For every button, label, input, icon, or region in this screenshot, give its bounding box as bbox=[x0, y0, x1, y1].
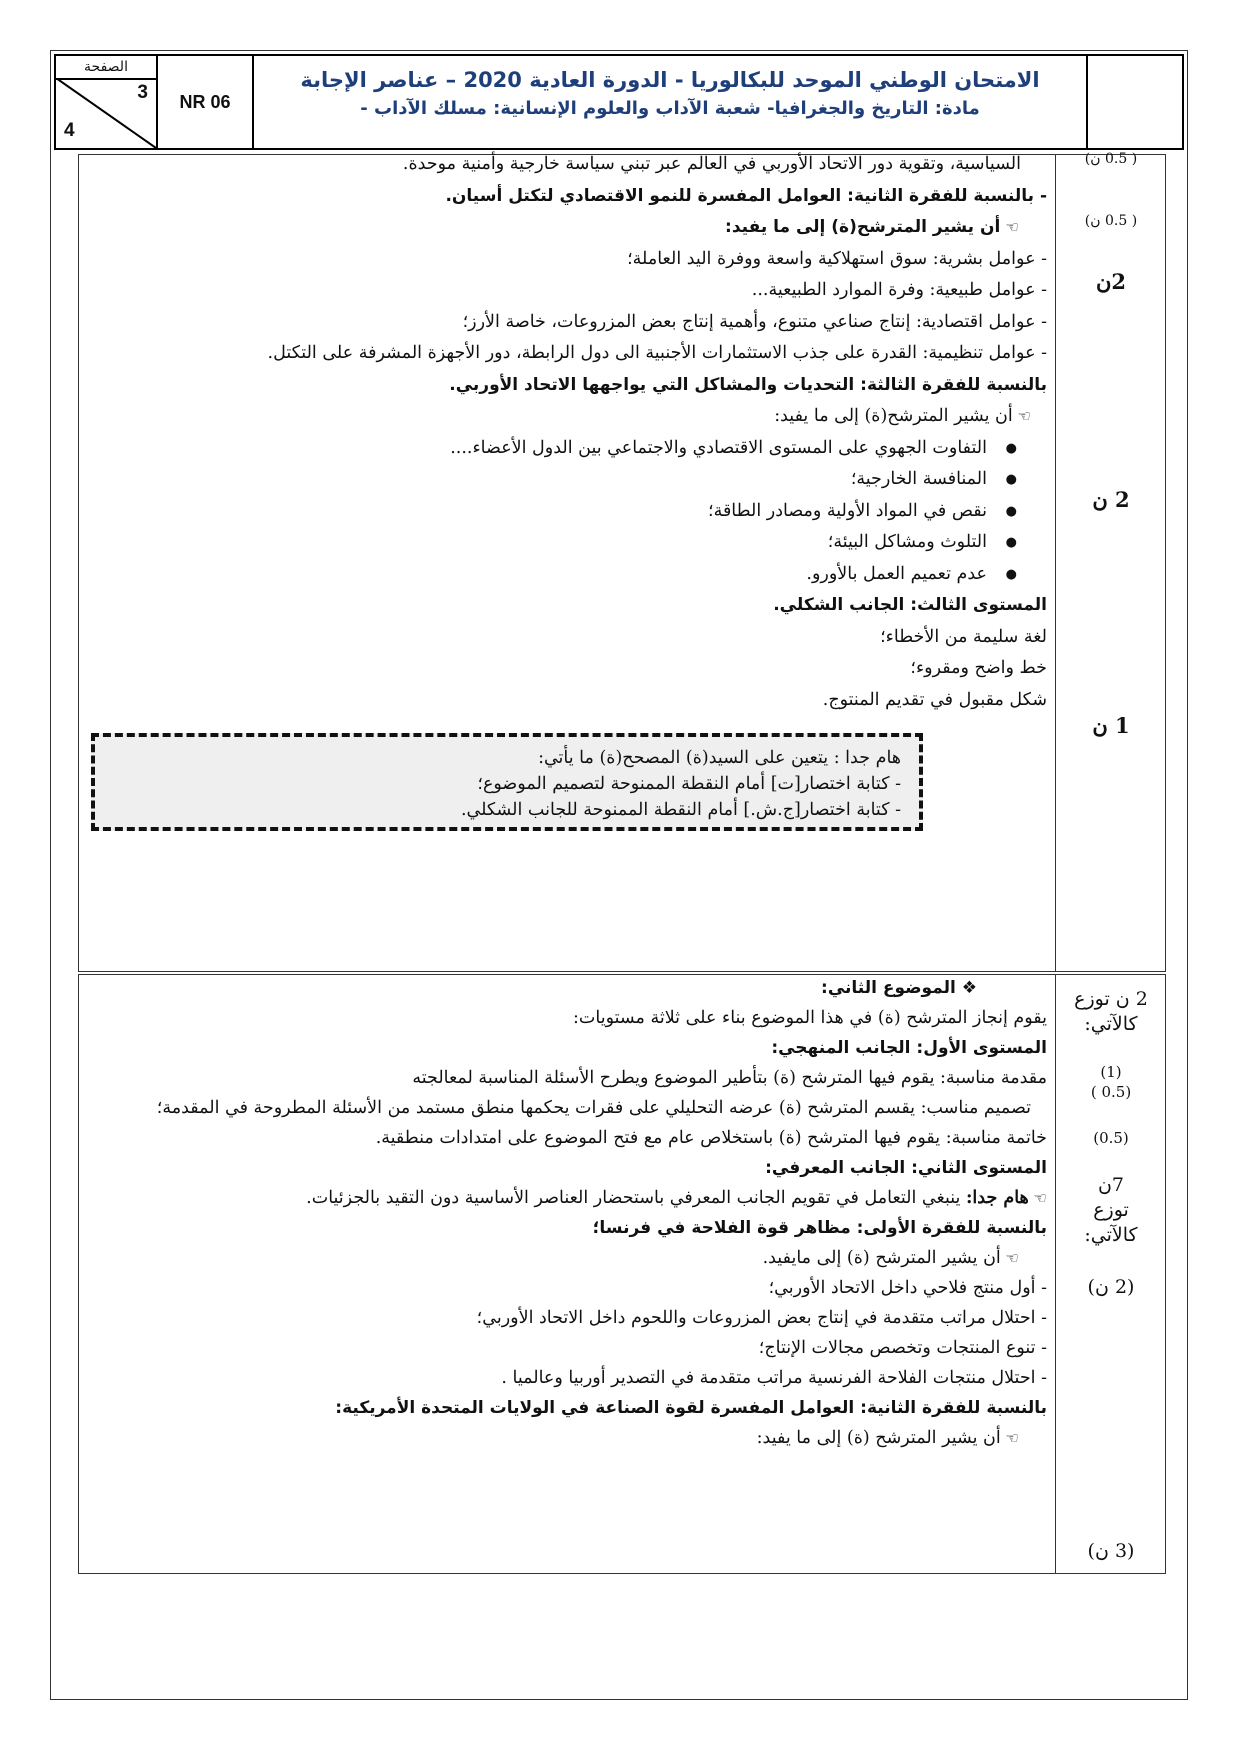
instruction-line: ☜ أن يشير المترشح(ة) إلى ما يفيد: bbox=[725, 217, 1019, 237]
exam-code: NR 06 bbox=[156, 54, 254, 150]
note-line: - كتابة اختصار[ت] أمام النقطة الممنوحة لتصميم الموضوع؛ bbox=[477, 774, 901, 794]
page-label: الصفحة bbox=[56, 58, 156, 80]
column-separator bbox=[1055, 975, 1056, 1573]
mark-label: (3 ن) bbox=[1087, 1540, 1135, 1562]
important-line: ☜ هام جدا: ينبغي التعامل في تقويم الجانب المعرفي باستحضار العناصر الأساسية دون التقيد بالجزئيات. bbox=[306, 1188, 1047, 1208]
topic-title: ❖ الموضوع الثاني: bbox=[821, 978, 977, 998]
text-line: مقدمة مناسبة: يقوم فيها المترشح (ة) بتأطير الموضوع ويطرح الأسئلة المناسبة لمعالجته bbox=[412, 1068, 1047, 1088]
paragraph-heading: بالنسبة للفقرة الأولى: مظاهر قوة الفلاحة في فرنسا؛ bbox=[592, 1218, 1047, 1238]
answers-table-part1 bbox=[78, 151, 1166, 972]
text-line: السياسية، وتقوية دور الاتحاد الأوربي في العالم عبر تبني سياسة خارجية وأمنية موحدة. bbox=[402, 154, 1021, 174]
level-heading: المستوى الثالث: الجانب الشكلي. bbox=[773, 595, 1047, 615]
important-note-box bbox=[91, 733, 923, 831]
note-line: هام جدا : يتعين على السيد(ة) المصحح(ة) ما يأتي: bbox=[538, 748, 901, 768]
paragraph-heading: بالنسبة للفقرة الثالثة: التحديات والمشاكل التي يواجهها الاتحاد الأوربي. bbox=[449, 374, 1047, 395]
mark-label: 2 ن bbox=[1092, 487, 1130, 512]
level-heading: المستوى الأول: الجانب المنهجي: bbox=[771, 1038, 1047, 1058]
answers-content-2 bbox=[87, 973, 1047, 1453]
bullet-item: ● عدم تعميم العمل بالأورو. bbox=[87, 559, 987, 591]
list-item: - احتلال منتجات الفلاحة الفرنسية مراتب متقدمة في التصدير أوربيا وعالميا . bbox=[501, 1368, 1047, 1388]
pointing-hand-icon: ☜ bbox=[1028, 1189, 1047, 1207]
text-line: يقوم إنجاز المترشح (ة) في هذا الموضوع بناء على ثلاثة مستويات: bbox=[573, 1008, 1047, 1028]
diamond-bullet-icon: ❖ bbox=[955, 978, 977, 998]
list-item: - عوامل اقتصادية: إنتاج صناعي متنوع، وأهمية إنتاج بعض المزروعات، خاصة الأرز؛ bbox=[462, 311, 1047, 332]
instruction-line: ☜ أن يشير المترشح (ة) إلى مايفيد. bbox=[762, 1248, 1019, 1268]
text-line: تصميم مناسب: يقسم المترشح (ة) عرضه التحليلي على فقرات يحكمها منطق مستمد من الأسئلة المطروحة في المقدمة؛ bbox=[156, 1098, 1031, 1118]
mark-label: 1 ن bbox=[1092, 713, 1130, 738]
mark-label: (2 ن) bbox=[1087, 1276, 1135, 1298]
column-separator bbox=[1055, 155, 1056, 971]
bullet-item: ● المنافسة الخارجية؛ bbox=[87, 464, 987, 496]
page-total: 4 bbox=[64, 120, 75, 141]
list-item: - عوامل تنظيمية: القدرة على جذب الاستثمارات الأجنبية الى دول الرابطة، دور الأجهزة المشرفة على التكتل. bbox=[267, 343, 1047, 363]
list-item: - عوامل طبيعية: وفرة الموارد الطبيعية... bbox=[751, 280, 1047, 300]
mark-label: (0.5 ) bbox=[1090, 1083, 1132, 1101]
mark-label: 2 ن توزع كالآتي: bbox=[1074, 988, 1148, 1035]
answers-table-part2 bbox=[78, 974, 1166, 1574]
page-current: 3 bbox=[137, 82, 148, 103]
challenges-list bbox=[87, 433, 1047, 591]
exam-title-box bbox=[252, 54, 1088, 150]
paragraph-heading: - بالنسبة للفقرة الثانية: العوامل المفسرة للنمو الاقتصادي لتكتل أسيان. bbox=[445, 185, 1047, 206]
text-line: شكل مقبول في تقديم المنتوج. bbox=[822, 689, 1047, 710]
list-item: - احتلال مراتب متقدمة في إنتاج بعض المزروعات واللحوم داخل الاتحاد الأوربي؛ bbox=[476, 1308, 1047, 1328]
bullet-item: ● نقص في المواد الأولية ومصادر الطاقة؛ bbox=[87, 496, 987, 528]
level-heading: المستوى الثاني: الجانب المعرفي: bbox=[765, 1158, 1047, 1178]
text-line: خط واضح ومقروء؛ bbox=[910, 658, 1047, 678]
note-line: - كتابة اختصار[ج.ش.] أمام النقطة الممنوحة للجانب الشكلي. bbox=[460, 800, 901, 820]
bullet-item: ● التلوث ومشاكل البيئة؛ bbox=[87, 527, 987, 559]
instruction-line: ☜ أن يشير المترشح(ة) إلى ما يفيد: bbox=[774, 406, 1031, 426]
pointing-hand-icon: ☜ bbox=[1012, 407, 1031, 425]
text-line: لغة سليمة من الأخطاء؛ bbox=[880, 626, 1047, 647]
page-number-box bbox=[54, 54, 158, 150]
list-item: - عوامل بشرية: سوق استهلاكية واسعة ووفرة اليد العاملة؛ bbox=[627, 248, 1047, 269]
answers-content-1 bbox=[87, 149, 1047, 716]
list-item: - تنوع المنتجات وتخصص مجالات الإنتاج؛ bbox=[758, 1338, 1047, 1358]
list-item: - أول منتج فلاحي داخل الاتحاد الأوربي؛ bbox=[768, 1278, 1047, 1298]
pointing-hand-icon: ☜ bbox=[1000, 1249, 1019, 1267]
bullet-item: ● التفاوت الجهوي على المستوى الاقتصادي والاجتماعي بين الدول الأعضاء.... bbox=[87, 433, 987, 465]
exam-subtitle: - مادة: التاريخ والجغرافيا- شعبة الآداب والعلوم الإنسانية: مسلك الآداب bbox=[360, 98, 980, 119]
exam-header bbox=[54, 54, 1184, 152]
paragraph-heading: بالنسبة للفقرة الثانية: العوامل المفسرة لقوة الصناعة في الولايات المتحدة الأمريكية: bbox=[335, 1398, 1047, 1418]
pointing-hand-icon: ☜ bbox=[1000, 1429, 1019, 1447]
text-line: خاتمة مناسبة: يقوم فيها المترشح (ة) باستخلاص عام مع فتح الموضوع على امتدادات منطقية. bbox=[375, 1128, 1047, 1148]
mark-label: ( 0.5 ن) bbox=[1084, 151, 1138, 167]
pointing-hand-icon: ☜ bbox=[1000, 218, 1019, 236]
instruction-line: ☜ أن يشير المترشح (ة) إلى ما يفيد: bbox=[756, 1428, 1019, 1448]
exam-title: الامتحان الوطني الموحد للبكالوريا - الدورة العادية 2020 – عناصر الإجابة bbox=[300, 68, 1040, 92]
mark-label: 7ن توزع كالآتي: bbox=[1084, 1174, 1138, 1246]
empty-header-cell bbox=[1086, 54, 1184, 150]
mark-label: ( 0.5 ن) bbox=[1084, 213, 1138, 229]
mark-label: (0.5) bbox=[1093, 1129, 1129, 1147]
mark-label: (1) bbox=[1100, 1063, 1122, 1081]
mark-label: 2ن bbox=[1095, 269, 1127, 294]
